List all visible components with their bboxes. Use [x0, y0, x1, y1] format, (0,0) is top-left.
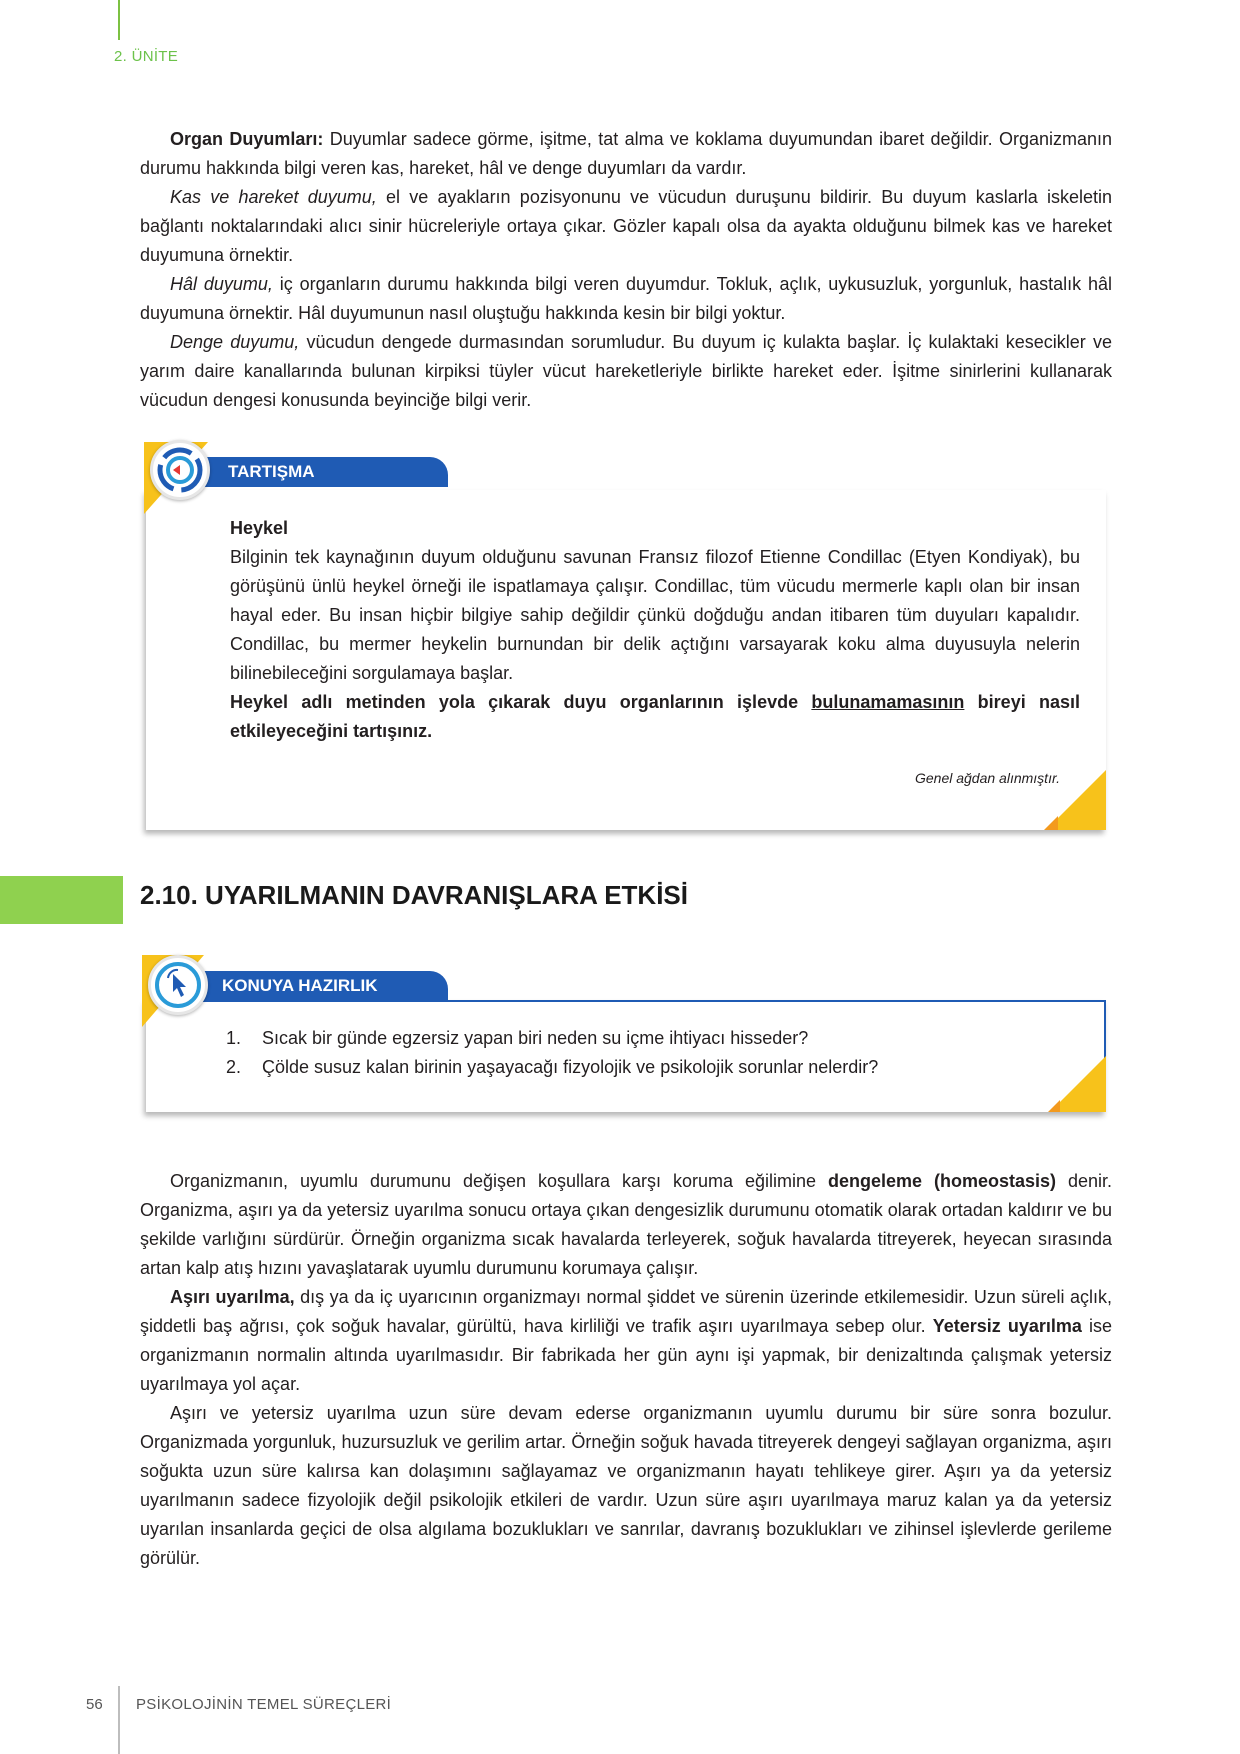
term-italic: Hâl duyumu, — [170, 274, 273, 294]
unit-label: 2. ÜNİTE — [114, 48, 179, 65]
list-item — [226, 1024, 1066, 1053]
discussion-icon — [150, 440, 210, 500]
item-number: 2. — [226, 1057, 242, 1077]
section-title: 2.10. UYARILMANIN DAVRANIŞLARA ETKİSİ — [140, 880, 688, 910]
tartisma-content — [230, 514, 1080, 746]
paragraph-text: vücudun dengede durmasından sorumludur. Bu duyum iç kulakta başlar. İç kulaktaki kesecikler ve yarım daire kanallarında bulunan kirpiksi tüyler vücut hareketleriyle birlikte hareket eder. İşitme sinirlerini kullanarak vücudun dengesi konusunda beyinciğe bilgi verir. — [140, 332, 1112, 410]
term-italic: Denge duyumu, — [170, 332, 300, 352]
paragraph-text: Duyumlar sadece görme, işitme, tat alma ve koklama duyumundan ibaret değildir. Organizmanın durumu hakkında bilgi veren kas, hareket, hâl ve denge duyumları da vardır. — [140, 129, 1112, 178]
paragraph — [140, 125, 1112, 183]
corner-decoration — [1044, 816, 1058, 830]
source-note: Genel ağdan alınmıştır. — [914, 770, 1060, 786]
item-text: Çölde susuz kalan birinin yaşayacağı fizyolojik ve psikolojik sorunlar nelerdir? — [262, 1057, 879, 1077]
tartisma-heading — [230, 514, 1080, 543]
paragraph — [140, 183, 1112, 270]
paragraph — [140, 1399, 1112, 1573]
term-bold: Aşırı uyarılma, — [170, 1287, 295, 1307]
tartisma-body-text: Bilginin tek kaynağının duyum olduğunu savunan Fransız filozof Etienne Condillac (Etyen Kondiyak), bu görüşünü ünlü heykel örneği ile ispatlamaya çalışır. Condillac, tüm vücudu mermerle kaplı olan bir insan hayal eder. Bu insan hiçbir bilgiye sahip değildir çünkü doğduğu andan itibaren tüm duyuları kapalıdır. Condillac, bu mermer heykelin burnundan bir delik açtığını varsayarak koku alma duyusuyla nelerin bilinebileceğini sorgulamaya başlar. — [230, 547, 1080, 683]
tartisma-question — [230, 688, 1080, 746]
paragraph — [140, 1167, 1112, 1283]
konuya-content — [226, 1024, 1066, 1082]
item-text: Sıcak bir günde egzersiz yapan biri neden su içme ihtiyacı hisseder? — [262, 1028, 809, 1048]
paragraph-text: ise organizmanın normalin altında uyarılmasıdır. Bir fabrikada her gün aynı işi yapmak, bir denizaltında çalışmak yetersiz uyarılmaya yol açar. — [140, 1316, 1112, 1394]
question-list — [226, 1024, 1066, 1082]
book-title: PSİKOLOJİNİN TEMEL SÜREÇLERİ — [136, 1696, 392, 1713]
paragraph-text: dış ya da iç uyarıcının organizmayı normal şiddet ve sürenin üzerinde etkilemesidir. Uzun süreli açlık, şiddetli baş ağrısı, çok soğuk havalar, gürültü, hava kirliliği ve trafik aşırı uyarılmaya sebep olur. — [140, 1287, 1112, 1336]
paragraph — [140, 328, 1112, 415]
paragraph — [140, 270, 1112, 328]
pointer-icon-glyph — [151, 958, 205, 1012]
konuya-tab: KONUYA HAZIRLIK — [200, 971, 448, 1001]
tartisma-box — [146, 490, 1106, 830]
discussion-icon-glyph — [153, 443, 207, 497]
header-rule — [118, 0, 120, 40]
question-text: bireyi nasıl etkileyeceğini tartışınız. — [230, 692, 1080, 741]
paragraph-text: denir. Organizma, aşırı ya da yetersiz uyarılma sonucu ortaya çıkan dengesizlik durumunu otomatik olarak ortadan kaldırır ve bu şekilde varlığını sürdürür. Örneğin organizma sıcak havalarda terleyerek, soğuk havalarda titreyerek, heyecan sırasında artan kalp atış hızını yavaşlatarak uyumlu durumunu korumaya çalışır. — [140, 1171, 1112, 1278]
tartisma-body — [230, 543, 1080, 688]
question-underlined: bulunamamasının — [811, 692, 965, 712]
item-number: 1. — [226, 1028, 242, 1048]
paragraph-text: iç organların durumu hakkında bilgi veren duyumdur. Tokluk, açlık, uykusuzluk, yorgunluk, hastalık hâl duyumuna örnektir. Hâl duyumunun nasıl oluştuğu hakkında kesin bir bilgi yoktur. — [140, 274, 1112, 323]
paragraph — [140, 1283, 1112, 1399]
term-bold: Yetersiz uyarılma — [932, 1316, 1082, 1336]
corner-decoration — [1048, 1100, 1060, 1112]
term-italic: Kas ve hareket duyumu, — [170, 187, 377, 207]
paragraph-text: Organizmanın, uyumlu durumunu değişen koşullara karşı koruma eğilimine — [170, 1171, 828, 1191]
intro-text — [140, 125, 1112, 415]
pointer-icon — [148, 955, 208, 1015]
tartisma-heading-text: Heykel — [230, 518, 289, 538]
footer-rule — [118, 1686, 120, 1754]
question-text: Heykel adlı metinden yola çıkarak duyu organlarının işlevde — [230, 692, 812, 712]
section-accent-bar — [0, 876, 123, 924]
konuya-box — [146, 1000, 1106, 1112]
term-bold: dengeleme (homeostasis) — [827, 1171, 1056, 1191]
page-number: 56 — [86, 1696, 103, 1713]
body-text — [140, 1167, 1112, 1573]
paragraph-text: Aşırı ve yetersiz uyarılma uzun süre devam ederse organizmanın uyumlu durumu bir süre sonra bozulur. Organizmada yorgunluk, huzursuzluk ve gerilim artar. Örneğin soğuk havada titreyerek dengeyi sağlayan organizma, aşırı soğukta uzun süre kalırsa kan dolaşımını sağlayamaz ve organizmanın hayatı tehlikeye girer. Aşırı ya da yetersiz uyarılmanın sadece fizyolojik değil psikolojik etkileri de vardır. Uzun süre aşırı uyarılmaya maruz kalan ya da yetersiz uyarılan insanlarda geçici de olsa algılama bozuklukları ve sanrılar, davranış bozuklukları ve zihinsel işlevlerde gerileme görülür. — [140, 1403, 1112, 1568]
tartisma-tab: TARTIŞMA — [204, 457, 448, 487]
term-bold: Organ Duyumları: — [170, 129, 324, 149]
list-item — [226, 1053, 1066, 1082]
paragraph-text: el ve ayakların pozisyonunu ve vücudun duruşunu bildirir. Bu duyum kaslarla iskeletin bağlantı noktalarındaki alıcı sinir hücreleriyle ortaya çıkar. Gözler kapalı olsa da ayakta olduğunu bilmek kas ve hareket duyumuna örnektir. — [140, 187, 1112, 265]
